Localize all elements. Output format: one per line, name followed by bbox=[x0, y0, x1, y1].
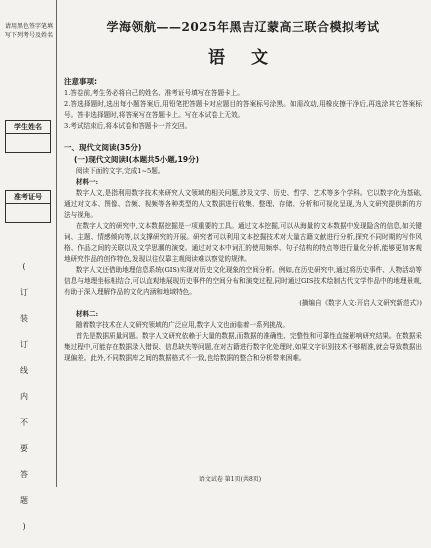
subject-title: 语 文 bbox=[208, 48, 278, 68]
notice-item: 1.答卷前,考生务必将自己的姓名、准考证号填写在答题卡上。 bbox=[64, 89, 244, 97]
student-name-field[interactable] bbox=[6, 134, 50, 152]
notice-item: 2.答选择题时,选出每小题答案后,用铅笔把答题卡对应题目的答案标号涂黑。如需改动,用橡皮擦干净后,再选涂其它答案标号。答非选择题时,将答案写在答题卡上。写在本试卷上无效。 bbox=[64, 100, 422, 119]
instruction-text: 阅读下面的文字,完成1~5题。 bbox=[75, 167, 165, 175]
exam-id-field[interactable] bbox=[6, 204, 50, 222]
exam-id-label: 准考证号 bbox=[6, 191, 50, 204]
exam-page bbox=[64, 6, 422, 364]
notice-block bbox=[64, 76, 422, 132]
material-paragraph: 数字人文,是指利用数字技术来研究人文领域的相关问题,涉及文学、历史、哲学、艺术等多个学科。它以数字化为基础,通过对文本、图像、音频、视频等各种类型的人文数据进行收集、整理、存储、分析和可视化呈现,为人文研究提供新的方法与视角。 bbox=[64, 189, 422, 219]
notice-item: 3.考试结束后,将本试卷和答题卡一并交回。 bbox=[64, 122, 192, 130]
student-name-box bbox=[5, 120, 51, 153]
seal-char: 订 bbox=[20, 340, 28, 349]
exam-title: 学海领航——2025年黑吉辽蒙高三联合模拟考试 bbox=[106, 20, 380, 34]
material-1-source: (摘编自《数字人文:开启人文研究新范式》) bbox=[299, 299, 422, 307]
seal-char: ( bbox=[22, 262, 26, 271]
reading-section bbox=[64, 142, 422, 364]
exam-id-box bbox=[5, 190, 51, 223]
seal-char: 内 bbox=[20, 392, 28, 401]
material-1-label: 材料一: bbox=[75, 178, 99, 186]
seal-line-text bbox=[16, 262, 32, 548]
seal-char: ) bbox=[22, 522, 26, 531]
page-footer: 语文试卷 第1页(共8页) bbox=[198, 476, 262, 483]
seal-char: 线 bbox=[20, 366, 28, 375]
material-paragraph: 首先是数据质量问题。数字人文研究依赖于大量的数据,而数据的准确性、完整性和可靠性直接影响研究结果。在数据采集过程中,可能存在数据录入错误、信息缺失等问题,在对古籍进行数字化处理时,如果文字识别技术不够精准,就会导致数据出现偏差。此外,不同数据库之间的数据格式不一致,也给数据的整合和分析带来困难。 bbox=[64, 332, 422, 362]
sidebar-note: 请用黑色签字笔填写下列考号及姓名 bbox=[5, 23, 54, 39]
material-2-label: 材料二: bbox=[75, 310, 99, 318]
seal-char: 不 bbox=[20, 418, 28, 427]
seal-char: 订 bbox=[20, 288, 28, 297]
notice-heading: 注意事项: bbox=[64, 77, 97, 86]
material-paragraph: 数字人文还借助地理信息系统(GIS)实现对历史文化现象的空间分析。例如,在历史研究中,通过将历史事件、人物活动等信息与地理坐标相结合,可以直观地展现历史事件的空间分布和演变过程,同时通过GIS技术绘制古代文学作品中的地理景观,有助于深入理解作品的文化内涵和地域特色。 bbox=[64, 266, 422, 296]
seal-char: 装 bbox=[20, 314, 28, 323]
student-name-label: 学生姓名 bbox=[6, 121, 50, 134]
material-paragraph: 随着数字技术在人文研究领域的广泛应用,数字人文也面临着一系列挑战。 bbox=[75, 321, 289, 329]
section-heading: 一、现代文阅读(35分) bbox=[64, 143, 142, 152]
subsection-heading: (一)现代文阅读Ⅰ(本题共5小题,19分) bbox=[74, 155, 200, 164]
seal-char: 题 bbox=[20, 496, 28, 505]
seal-char: 答 bbox=[20, 470, 28, 479]
seal-char: 要 bbox=[20, 444, 28, 453]
material-paragraph: 在数字人文的研究中,文本数据挖掘是一项重要的工具。通过文本挖掘,可以从海量的文本数据中发现隐含的信息,如关键词、主题、情感倾向等,以支撑研究的开展。研究者可以利用文本挖掘技术对大量古籍文献进行分析,探究不同时期的写作风格、作品之间的关联以及文学思潮的演变。通过对文本中词汇的使用频率、句子结构的特点等进行量化分析,能够更加客观地研究作品的创作特色,发现以往仅靠主观阅读难以察觉的规律。 bbox=[64, 222, 422, 263]
binding-sidebar bbox=[0, 0, 57, 531]
